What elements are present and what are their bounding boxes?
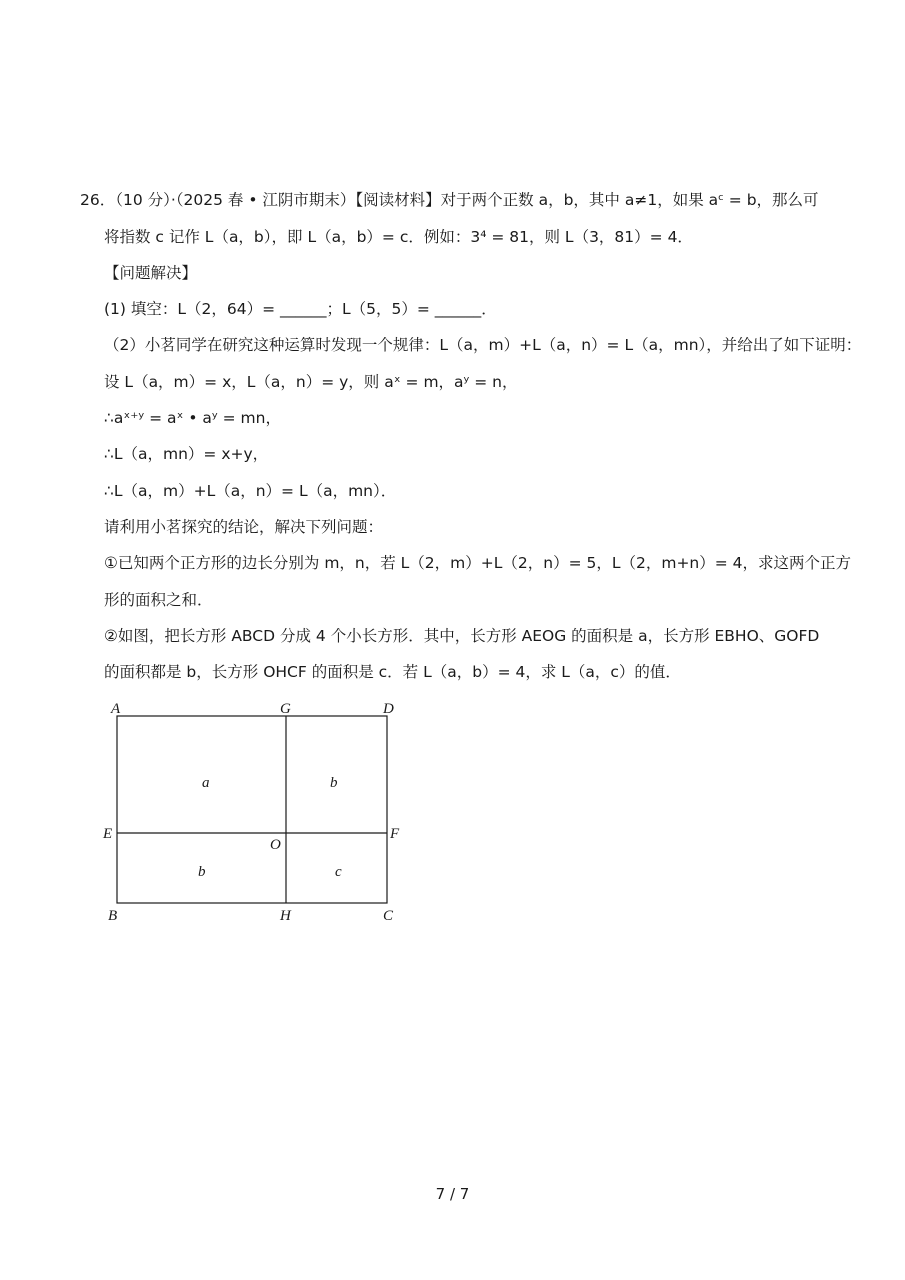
point-label-o: O	[270, 837, 281, 853]
section-heading: 【问题解决】	[104, 264, 198, 282]
rectangle-figure	[100, 696, 410, 928]
problem-header-line: 26．（10 分）·（2025 春 • 江阴市期末）【阅读材料】对于两个正数 a，b，其中 a≠1，如果 aᶜ = b，那么可	[80, 191, 819, 209]
subquestion-1-line-2: 形的面积之和．	[104, 591, 213, 609]
subquestion-2-line-1: ②如图，把长方形 ABCD 分成 4 个小长方形．其中，长方形 AEOG 的面积是 a，长方形 EBHO、GOFD	[104, 627, 820, 645]
proof-step-4: ∴L（a，m）+L（a，n）= L（a，mn）．	[104, 482, 397, 500]
problem-definition-line: 将指数 c 记作 L（a，b），即 L（a，b）= c．例如：3⁴ = 81，则 L（3，81）= 4．	[104, 228, 693, 246]
region-label-top-right: b	[330, 775, 338, 791]
point-label-h: H	[280, 908, 291, 924]
question-1: (1) 填空：L（2，64）= ______；L（5，5）= ______．	[104, 300, 497, 318]
proof-step-1: 设 L（a，m）= x，L（a，n）= y，则 aˣ = m，aʸ = n，	[104, 373, 518, 391]
point-label-f: F	[390, 826, 400, 842]
subquestion-2-line-2: 的面积都是 b，长方形 OHCF 的面积是 c．若 L（a，b）= 4，求 L（a，c）的值．	[104, 663, 681, 681]
region-label-bottom-right: c	[335, 864, 342, 880]
point-label-d: D	[383, 701, 394, 717]
page-number: 7 / 7	[435, 1185, 470, 1203]
instruction-line: 请利用小茗探究的结论，解决下列问题：	[104, 518, 384, 536]
point-label-a: A	[111, 701, 121, 717]
proof-step-2: ∴aˣ⁺ʸ = aˣ • aʸ = mn，	[104, 409, 281, 427]
region-label-top-left: a	[202, 775, 210, 791]
point-label-b: B	[108, 908, 118, 924]
proof-step-3: ∴L（a，mn）= x+y，	[104, 445, 269, 463]
region-label-bottom-left: b	[198, 864, 206, 880]
point-label-e: E	[103, 826, 113, 842]
outer-rectangle-abcd	[117, 716, 387, 903]
point-label-c: C	[383, 908, 394, 924]
subquestion-1-line-1: ①已知两个正方形的边长分别为 m，n，若 L（2，m）+L（2，n）= 5，L（2，m+n）= 4，求这两个正方	[104, 554, 852, 572]
point-label-g: G	[280, 701, 291, 717]
question-2-intro: （2）小茗同学在研究这种运算时发现一个规律：L（a，m）+L（a，n）= L（a，mn），并给出了如下证明：	[104, 336, 862, 354]
